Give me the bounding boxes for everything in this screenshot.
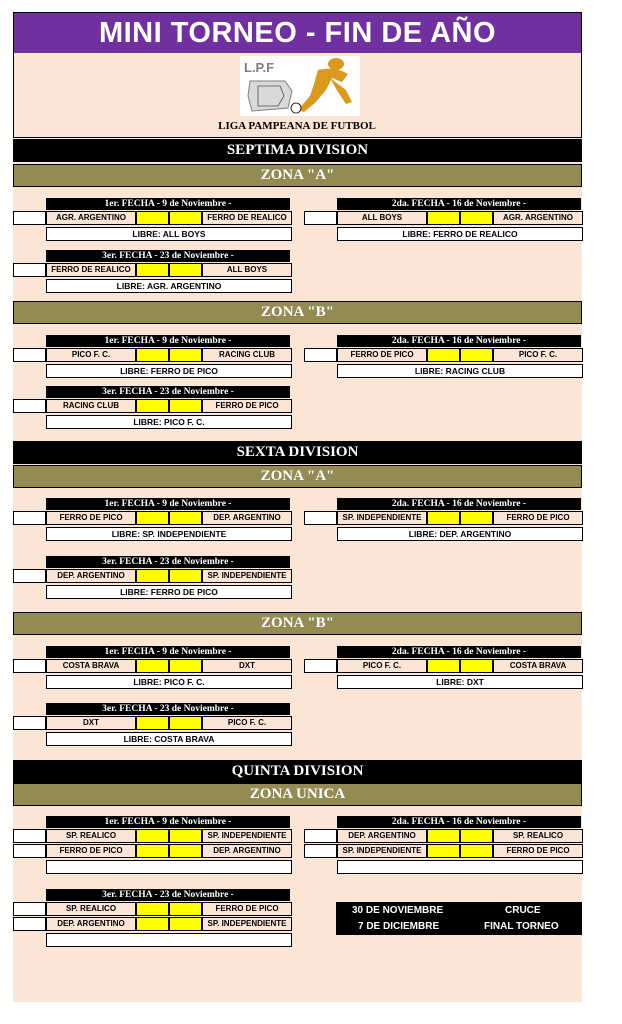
page-title: MINI TORNEO - FIN DE AÑO <box>13 12 582 54</box>
match-side-cell <box>304 211 337 225</box>
fecha-header: 3er. FECHA - 23 de Noviembre - <box>46 556 290 568</box>
zone-title: ZONA "A" <box>13 465 582 488</box>
away-score-cell[interactable] <box>460 211 493 225</box>
home-score-cell[interactable] <box>427 348 460 362</box>
zone-title: ZONA "A" <box>13 164 582 187</box>
away-score-cell[interactable] <box>460 829 493 843</box>
fecha-header: 1er. FECHA - 9 de Noviembre - <box>46 335 290 347</box>
division-title: SEPTIMA DIVISION <box>13 139 582 162</box>
away-team: FERRO DE PICO <box>493 511 583 525</box>
final-stage-2: FINAL TORNEO <box>484 921 559 932</box>
libre-team: LIBRE: ALL BOYS <box>46 227 292 241</box>
away-team: COSTA BRAVA <box>493 659 583 673</box>
libre-team: LIBRE: SP. INDEPENDIENTE <box>46 527 292 541</box>
home-score-cell[interactable] <box>427 829 460 843</box>
final-date-2: 7 DE DICIEMBRE <box>358 921 440 932</box>
home-score-cell[interactable] <box>427 659 460 673</box>
fecha-header: 1er. FECHA - 9 de Noviembre - <box>46 198 290 210</box>
home-team: SP. REALICO <box>46 902 136 916</box>
away-score-cell[interactable] <box>169 399 202 413</box>
home-team: DEP. ARGENTINO <box>337 829 427 843</box>
home-score-cell[interactable] <box>136 348 169 362</box>
match-side-cell <box>13 829 46 843</box>
home-score-cell[interactable] <box>136 716 169 730</box>
fecha-header: 2da. FECHA - 16 de Noviembre - <box>337 498 581 510</box>
away-team: ALL BOYS <box>202 263 292 277</box>
home-team: AGR. ARGENTINO <box>46 211 136 225</box>
libre-team: LIBRE: DXT <box>337 675 583 689</box>
home-score-cell[interactable] <box>427 211 460 225</box>
away-team: FERRO DE PICO <box>202 902 292 916</box>
fecha-header: 2da. FECHA - 16 de Noviembre - <box>337 816 581 828</box>
fecha-header: 2da. FECHA - 16 de Noviembre - <box>337 646 581 658</box>
away-team: DEP. ARGENTINO <box>202 844 292 858</box>
home-team: RACING CLUB <box>46 399 136 413</box>
fecha-header: 2da. FECHA - 16 de Noviembre - <box>337 335 581 347</box>
away-team: DXT <box>202 659 292 673</box>
home-score-cell[interactable] <box>136 211 169 225</box>
home-score-cell[interactable] <box>136 902 169 916</box>
away-score-cell[interactable] <box>460 348 493 362</box>
home-team: ALL BOYS <box>337 211 427 225</box>
away-score-cell[interactable] <box>169 917 202 931</box>
fecha-header: 1er. FECHA - 9 de Noviembre - <box>46 646 290 658</box>
libre-team <box>337 860 583 874</box>
match-side-cell <box>13 399 46 413</box>
home-team: SP. INDEPENDIENTE <box>337 511 427 525</box>
fecha-header: 1er. FECHA - 9 de Noviembre - <box>46 498 290 510</box>
home-score-cell[interactable] <box>136 917 169 931</box>
away-score-cell[interactable] <box>460 511 493 525</box>
fecha-header: 3er. FECHA - 23 de Noviembre - <box>46 889 290 901</box>
libre-team: LIBRE: AGR. ARGENTINO <box>46 279 292 293</box>
final-stage-1: CRUCE <box>505 905 541 916</box>
libre-team <box>46 860 292 874</box>
libre-team <box>46 933 292 947</box>
away-score-cell[interactable] <box>169 844 202 858</box>
match-side-cell <box>13 569 46 583</box>
home-team: SP. REALICO <box>46 829 136 843</box>
league-name: LIGA PAMPEANA DE FUTBOL <box>218 120 376 132</box>
home-score-cell[interactable] <box>136 829 169 843</box>
away-score-cell[interactable] <box>169 902 202 916</box>
division-title: QUINTA DIVISION <box>13 760 582 783</box>
libre-team: LIBRE: DEP. ARGENTINO <box>337 527 583 541</box>
logo-letters: L.P.F <box>244 60 275 75</box>
away-score-cell[interactable] <box>169 716 202 730</box>
match-side-cell <box>304 511 337 525</box>
away-score-cell[interactable] <box>169 829 202 843</box>
home-score-cell[interactable] <box>136 263 169 277</box>
home-team: PICO F. C. <box>337 659 427 673</box>
match-side-cell <box>13 348 46 362</box>
home-score-cell[interactable] <box>427 511 460 525</box>
home-team: COSTA BRAVA <box>46 659 136 673</box>
away-team: FERRO DE PICO <box>493 844 583 858</box>
match-side-cell <box>304 829 337 843</box>
home-team: FERRO DE PICO <box>46 511 136 525</box>
away-team: SP. REALICO <box>493 829 583 843</box>
match-side-cell <box>13 659 46 673</box>
away-team: DEP. ARGENTINO <box>202 511 292 525</box>
match-side-cell <box>304 844 337 858</box>
libre-team: LIBRE: FERRO DE REALICO <box>337 227 583 241</box>
libre-team: LIBRE: PICO F. C. <box>46 675 292 689</box>
away-team: SP. INDEPENDIENTE <box>202 829 292 843</box>
away-team: SP. INDEPENDIENTE <box>202 917 292 931</box>
libre-team: LIBRE: FERRO DE PICO <box>46 585 292 599</box>
away-team: AGR. ARGENTINO <box>493 211 583 225</box>
home-team: SP. INDEPENDIENTE <box>337 844 427 858</box>
away-score-cell[interactable] <box>169 348 202 362</box>
match-side-cell <box>13 716 46 730</box>
match-side-cell <box>13 263 46 277</box>
away-score-cell[interactable] <box>169 569 202 583</box>
home-score-cell[interactable] <box>136 511 169 525</box>
match-side-cell <box>13 211 46 225</box>
home-score-cell[interactable] <box>136 844 169 858</box>
home-score-cell[interactable] <box>136 659 169 673</box>
libre-team: LIBRE: COSTA BRAVA <box>46 732 292 746</box>
away-score-cell[interactable] <box>169 263 202 277</box>
match-side-cell <box>304 659 337 673</box>
match-side-cell <box>13 511 46 525</box>
fecha-header: 3er. FECHA - 23 de Noviembre - <box>46 386 290 398</box>
fecha-header: 1er. FECHA - 9 de Noviembre - <box>46 816 290 828</box>
away-score-cell[interactable] <box>460 844 493 858</box>
away-score-cell[interactable] <box>169 211 202 225</box>
away-score-cell[interactable] <box>169 511 202 525</box>
away-team: SP. INDEPENDIENTE <box>202 569 292 583</box>
away-score-cell[interactable] <box>460 659 493 673</box>
match-side-cell <box>304 348 337 362</box>
soccer-player-icon <box>240 56 360 116</box>
away-team: PICO F. C. <box>202 716 292 730</box>
division-title: SEXTA DIVISION <box>13 441 582 464</box>
away-team: FERRO DE REALICO <box>202 211 292 225</box>
home-team: DEP. ARGENTINO <box>46 569 136 583</box>
final-date-1: 30 DE NOVIEMBRE <box>352 905 444 916</box>
zone-title: ZONA UNICA <box>13 783 582 806</box>
match-side-cell <box>13 902 46 916</box>
fecha-header: 2da. FECHA - 16 de Noviembre - <box>337 198 581 210</box>
zone-title: ZONA "B" <box>13 301 582 324</box>
home-team: FERRO DE PICO <box>46 844 136 858</box>
home-team: DEP. ARGENTINO <box>46 917 136 931</box>
home-team: DXT <box>46 716 136 730</box>
match-side-cell <box>13 917 46 931</box>
home-score-cell[interactable] <box>136 569 169 583</box>
away-team: PICO F. C. <box>493 348 583 362</box>
libre-team: LIBRE: FERRO DE PICO <box>46 364 292 378</box>
libre-team: LIBRE: PICO F. C. <box>46 415 292 429</box>
fecha-header: 3er. FECHA - 23 de Noviembre - <box>46 250 290 262</box>
away-team: FERRO DE PICO <box>202 399 292 413</box>
home-team: PICO F. C. <box>46 348 136 362</box>
home-score-cell[interactable] <box>427 844 460 858</box>
match-side-cell <box>13 844 46 858</box>
libre-team: LIBRE: RACING CLUB <box>337 364 583 378</box>
home-score-cell[interactable] <box>136 399 169 413</box>
zone-title: ZONA "B" <box>13 612 582 635</box>
league-logo <box>240 56 360 116</box>
away-team: RACING CLUB <box>202 348 292 362</box>
fecha-header: 3er. FECHA - 23 de Noviembre - <box>46 703 290 715</box>
away-score-cell[interactable] <box>169 659 202 673</box>
home-team: FERRO DE REALICO <box>46 263 136 277</box>
final-dates-box <box>336 902 582 935</box>
home-team: FERRO DE PICO <box>337 348 427 362</box>
